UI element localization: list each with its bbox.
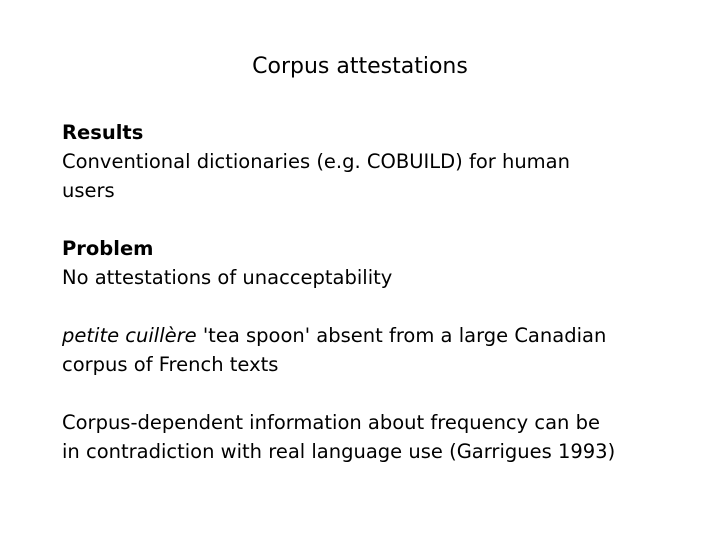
results-heading: Results: [62, 121, 144, 144]
slide-title: Corpus attestations: [252, 54, 468, 79]
problem-heading: Problem: [62, 237, 154, 260]
example-paragraph: [62, 321, 682, 379]
slide-body: [62, 118, 682, 495]
results-line-1: Conventional dictionaries (e.g. COBUILD) for human: [62, 150, 570, 173]
example-term: petite cuillère: [62, 324, 197, 347]
results-paragraph: [62, 118, 682, 205]
example-line-2: corpus of French texts: [62, 353, 279, 376]
problem-paragraph: [62, 234, 682, 292]
frequency-paragraph: [62, 408, 682, 466]
example-line-1-text: 'tea spoon' absent from a large Canadian: [196, 324, 607, 347]
frequency-line-2: in contradiction with real language use (Garrigues 1993): [62, 440, 616, 463]
frequency-line-1: Corpus-dependent information about frequency can be: [62, 411, 600, 434]
example-line-1: [62, 321, 682, 350]
results-line-2: users: [62, 179, 115, 202]
problem-line-1: No attestations of unacceptability: [62, 266, 393, 289]
